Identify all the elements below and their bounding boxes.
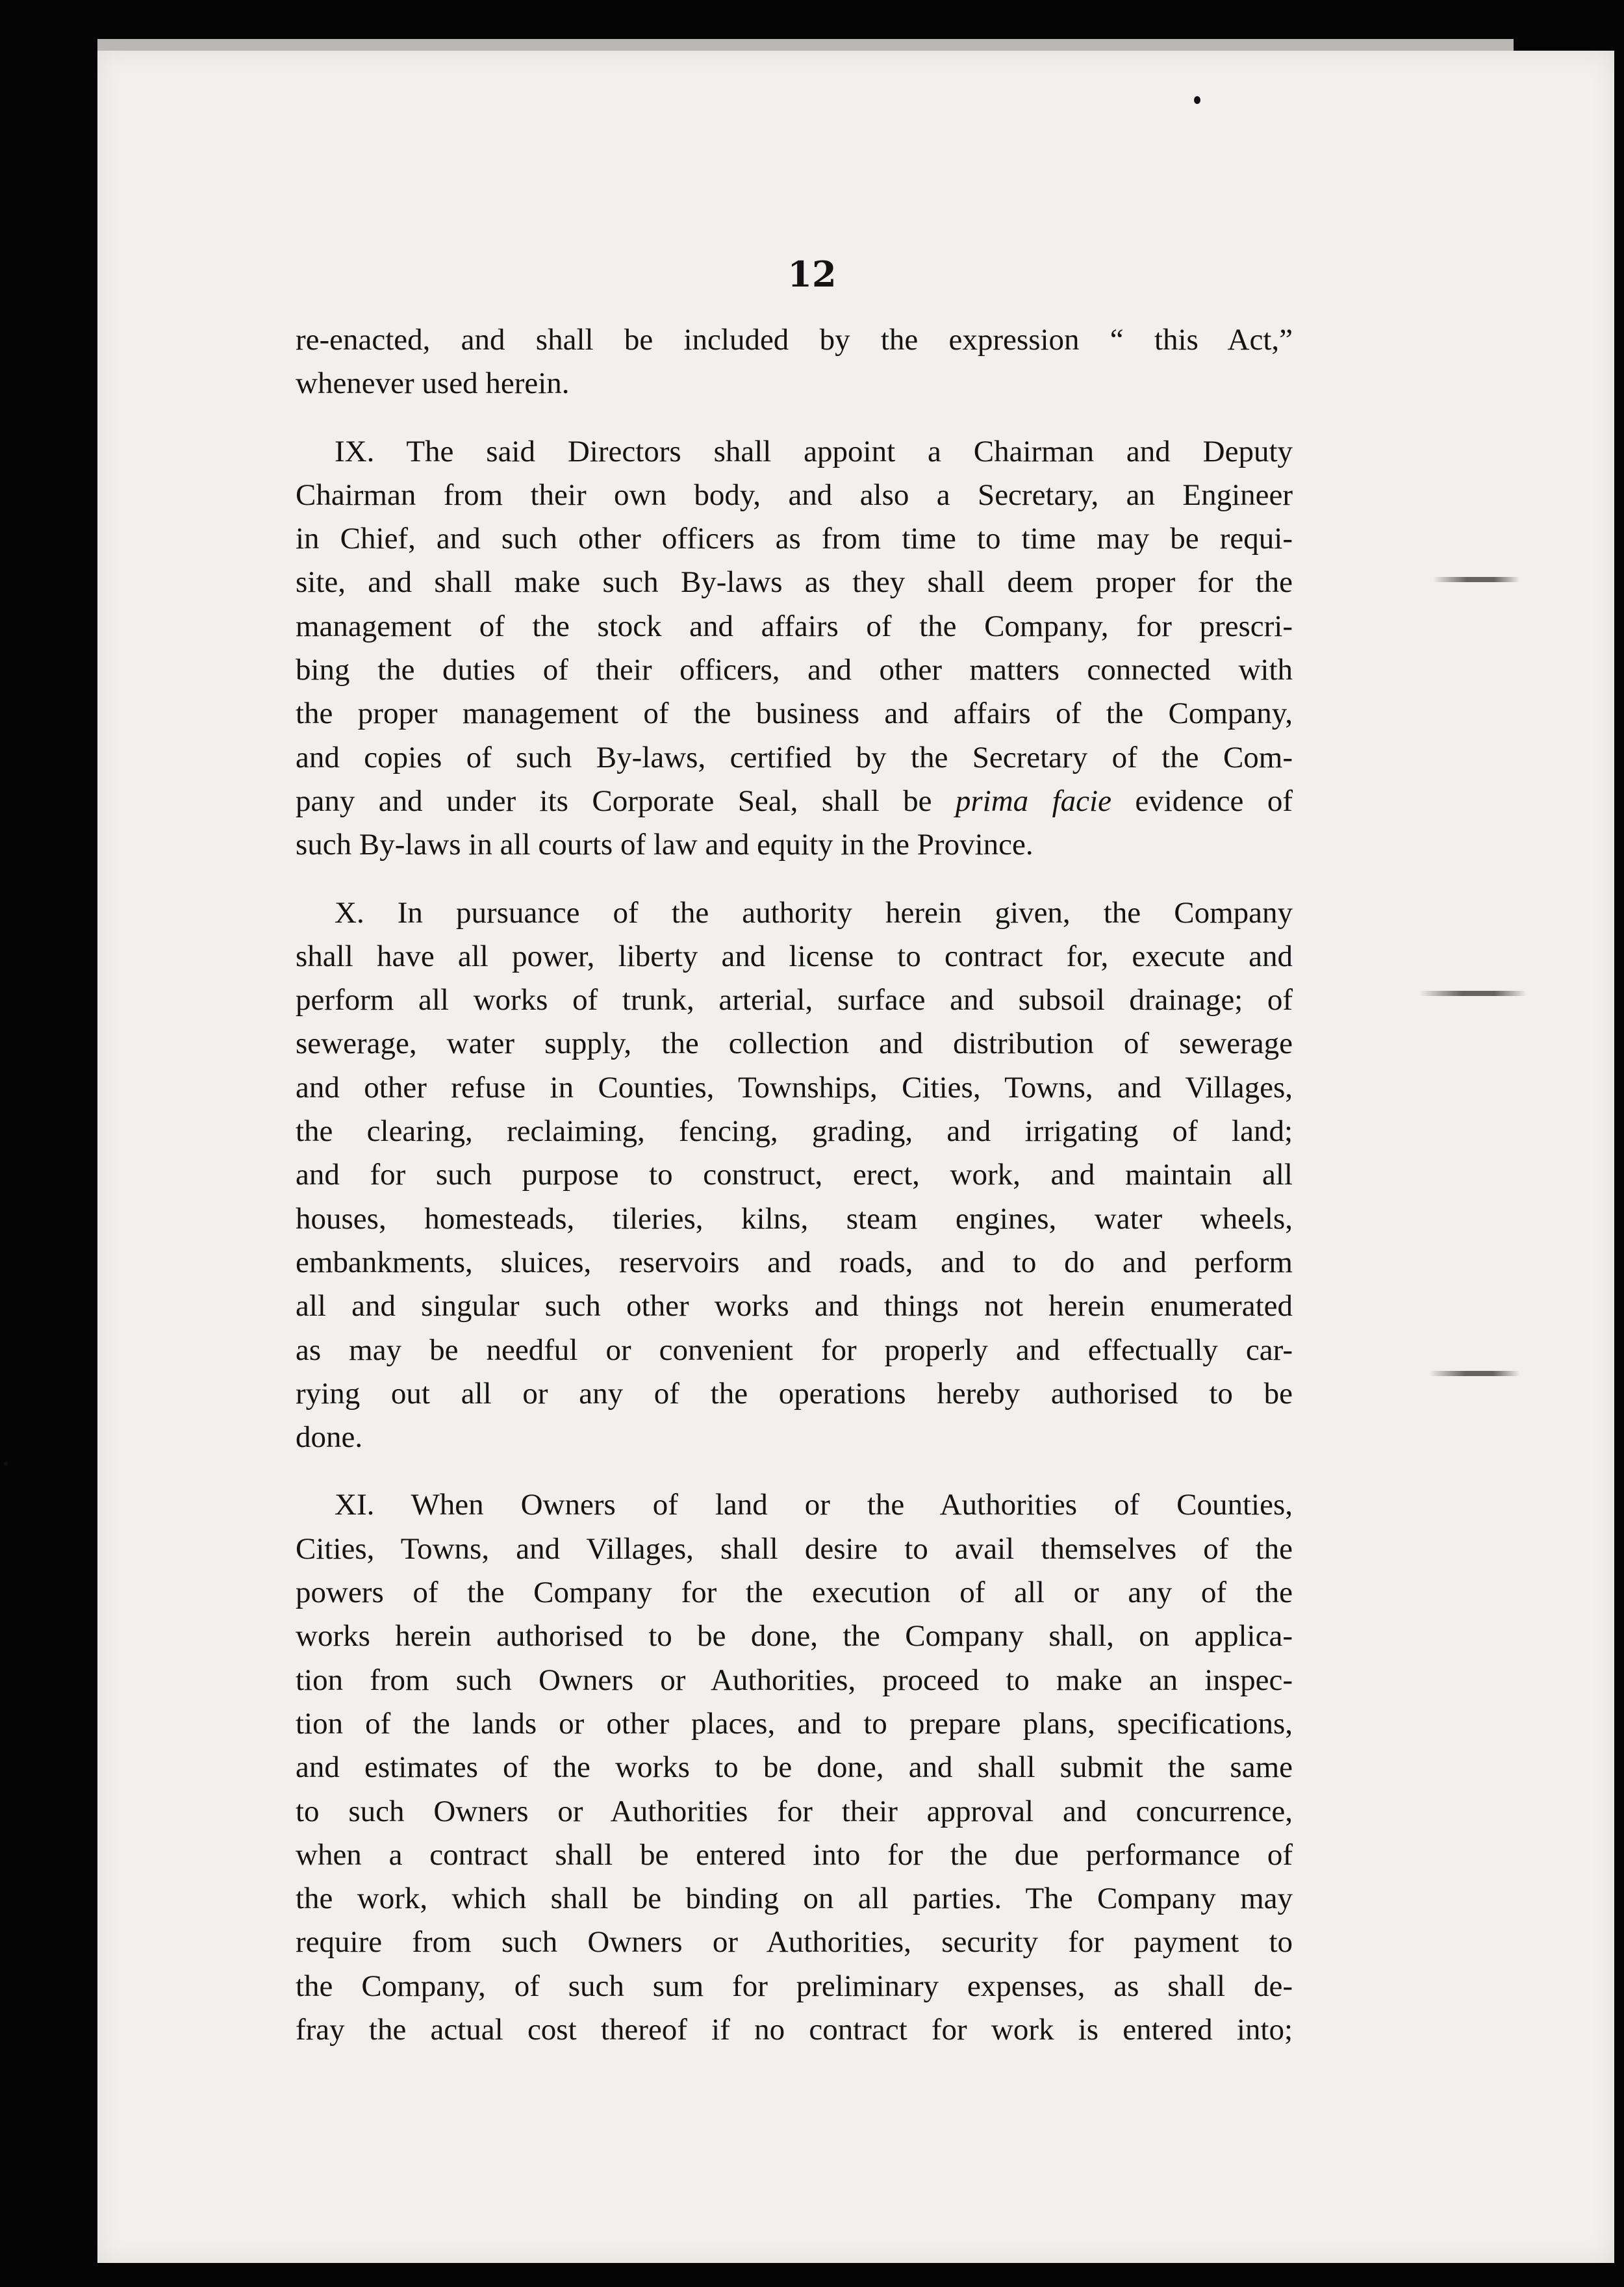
paragraph-section-xi <box>296 1483 1293 2052</box>
text-line: to such Owners or Authorities for their approval and concurrence, <box>296 1794 1293 1828</box>
text-line: fray the actual cost thereof if no contract for work is entered into; <box>296 2012 1293 2047</box>
text-line: the Company, of such sum for preliminary expenses, as shall de- <box>296 1969 1293 2003</box>
text-line: tion from such Owners or Authorities, proceed to make an inspec- <box>296 1663 1293 1697</box>
margin-mark <box>1419 991 1527 996</box>
margin-mark <box>1432 577 1520 582</box>
text-line: XI. When Owners of land or the Authorities of Counties, <box>335 1488 1293 1522</box>
text-line: Cities, Towns, and Villages, shall desire to avail themselves of the <box>296 1531 1293 1566</box>
text-line: rying out all or any of the operations hereby authorised to be <box>296 1376 1293 1411</box>
text-line: in Chief, and such other officers as from time to time may be requi- <box>296 522 1293 556</box>
speck-mark <box>1194 96 1200 104</box>
text-line: the clearing, reclaiming, fencing, grading, and irrigating of land; <box>296 1114 1293 1149</box>
text-line: shall have all power, liberty and license to contract for, execute and <box>296 939 1293 973</box>
text-line: and for such purpose to construct, erect, work, and maintain all <box>296 1158 1293 1192</box>
text-line: and copies of such By-laws, certified by the Secretary of the Com- <box>296 740 1293 774</box>
text-line: houses, homesteads, tileries, kilns, steam engines, water wheels, <box>296 1201 1293 1236</box>
paragraph-section-ix <box>296 430 1293 867</box>
paragraph-continuation <box>296 318 1293 406</box>
paragraph-section-x <box>296 891 1293 1460</box>
text-line: tion of the lands or other places, and to prepare plans, specifications, <box>296 1706 1293 1741</box>
text-line: embankments, sluices, reservoirs and roads, and to do and perform <box>296 1245 1293 1279</box>
text-line: pany and under its Corporate Seal, shall be prima facie evidence of <box>296 784 1293 818</box>
text-line: management of the stock and affairs of the Company, for prescri- <box>296 609 1293 643</box>
italic-phrase: prima facie <box>955 784 1111 818</box>
text-line: the proper management of the business and affairs of the Company, <box>296 696 1293 731</box>
text-line: whenever used herein. <box>296 366 570 401</box>
page-edge <box>97 39 1514 51</box>
text-line: perform all works of trunk, arterial, surface and subsoil drainage; of <box>296 983 1293 1017</box>
text-line: site, and shall make such By-laws as they shall deem proper for the <box>296 565 1293 600</box>
text-line: bing the duties of their officers, and other matters connected with <box>296 653 1293 687</box>
text-line: done. <box>296 1420 363 1455</box>
text-line: such By-laws in all courts of law and equity in the Province. <box>296 828 1034 862</box>
margin-mark <box>1429 1371 1520 1376</box>
page-number: 12 <box>787 253 837 295</box>
body-text <box>296 318 1293 2076</box>
text-line: require from such Owners or Authorities, security for payment to <box>296 1925 1293 1960</box>
text-line: sewerage, water supply, the collection and distribution of sewerage <box>296 1027 1293 1061</box>
text-line: IX. The said Directors shall appoint a Chairman and Deputy <box>335 434 1293 468</box>
text-line: re-enacted, and shall be included by the expression “ this Act,” <box>296 323 1293 357</box>
text-line: powers of the Company for the execution of all or any of the <box>296 1576 1293 1610</box>
text-line: when a contract shall be entered into for the due performance of <box>296 1837 1293 1872</box>
text-line: Chairman from their own body, and also a Secretary, an Engineer <box>296 478 1293 512</box>
text-line: as may be needful or convenient for properly and effectually car- <box>296 1333 1293 1367</box>
text-line: the work, which shall be binding on all parties. The Company may <box>296 1882 1293 1916</box>
text-line: and estimates of the works to be done, and shall submit the same <box>296 1750 1293 1785</box>
speck-mark <box>4 1462 8 1466</box>
text-line: X. In pursuance of the authority herein given, the Company <box>335 895 1293 930</box>
text-line: works herein authorised to be done, the Company shall, on applica- <box>296 1619 1293 1654</box>
text-line: all and singular such other works and things not herein enumerated <box>296 1289 1293 1323</box>
text-line: and other refuse in Counties, Townships, Cities, Towns, and Villages, <box>296 1070 1293 1105</box>
